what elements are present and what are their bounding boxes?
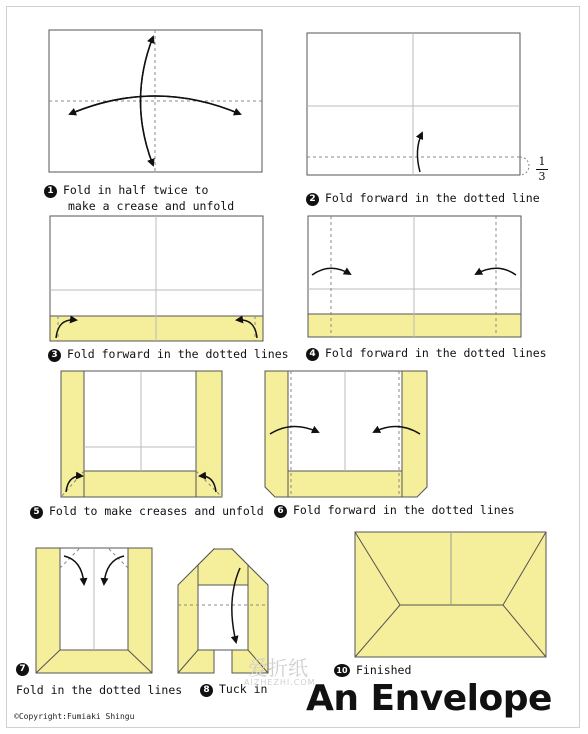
step-2-number: 2 bbox=[306, 193, 319, 206]
step-2-text: Fold forward in the dotted line bbox=[325, 191, 540, 205]
step-7-number: 7 bbox=[16, 663, 29, 676]
copyright-notice: ©Copyright:Fumiaki Shingu bbox=[14, 712, 135, 721]
step-7-diagram bbox=[36, 548, 152, 673]
step-6-caption bbox=[274, 502, 515, 518]
step-3-text: Fold forward in the dotted lines bbox=[67, 347, 289, 361]
step-1-text-line1: Fold in half twice to bbox=[63, 183, 209, 197]
step-1-caption bbox=[44, 182, 234, 214]
step-3-number: 3 bbox=[48, 349, 61, 362]
step-3-caption bbox=[48, 346, 289, 362]
step-6-diagram bbox=[265, 371, 427, 497]
finished-envelope-diagram bbox=[355, 532, 546, 657]
step-8-text: Tuck in bbox=[219, 682, 268, 696]
step-7-text: Fold in the dotted lines bbox=[16, 683, 183, 697]
finished-number: 10 bbox=[334, 664, 350, 677]
watermark-logo-text: 爱折纸 bbox=[248, 656, 308, 680]
step-1-number: 1 bbox=[44, 185, 57, 198]
finished-text: Finished bbox=[356, 663, 412, 677]
step-5-caption bbox=[30, 503, 264, 519]
watermark-url: AIZHEZHI.COM bbox=[244, 678, 316, 687]
step-3-diagram bbox=[50, 216, 263, 341]
step-4-text: Fold forward in the dotted lines bbox=[325, 346, 547, 360]
step-5-number: 5 bbox=[30, 506, 43, 519]
step-6-number: 6 bbox=[274, 505, 287, 518]
step-2-diagram bbox=[307, 33, 529, 175]
step-2-caption bbox=[306, 190, 540, 206]
page-title: An Envelope bbox=[306, 678, 552, 719]
step-5-text: Fold to make creases and unfold bbox=[49, 504, 264, 518]
step-8-number: 8 bbox=[200, 684, 213, 697]
step-4-caption bbox=[306, 345, 547, 361]
step-1-text-line2: make a crease and unfold bbox=[68, 199, 235, 213]
finished-caption bbox=[334, 662, 411, 678]
step-6-text: Fold forward in the dotted lines bbox=[293, 503, 515, 517]
step-4-number: 4 bbox=[306, 348, 319, 361]
one-third-label bbox=[536, 156, 548, 183]
step-5-diagram bbox=[61, 371, 222, 497]
step-1-diagram bbox=[49, 30, 262, 172]
step-7-caption bbox=[16, 660, 182, 704]
fraction-numerator: 1 bbox=[538, 155, 546, 168]
fraction-denominator: 3 bbox=[538, 170, 546, 183]
step-4-diagram bbox=[308, 216, 521, 337]
